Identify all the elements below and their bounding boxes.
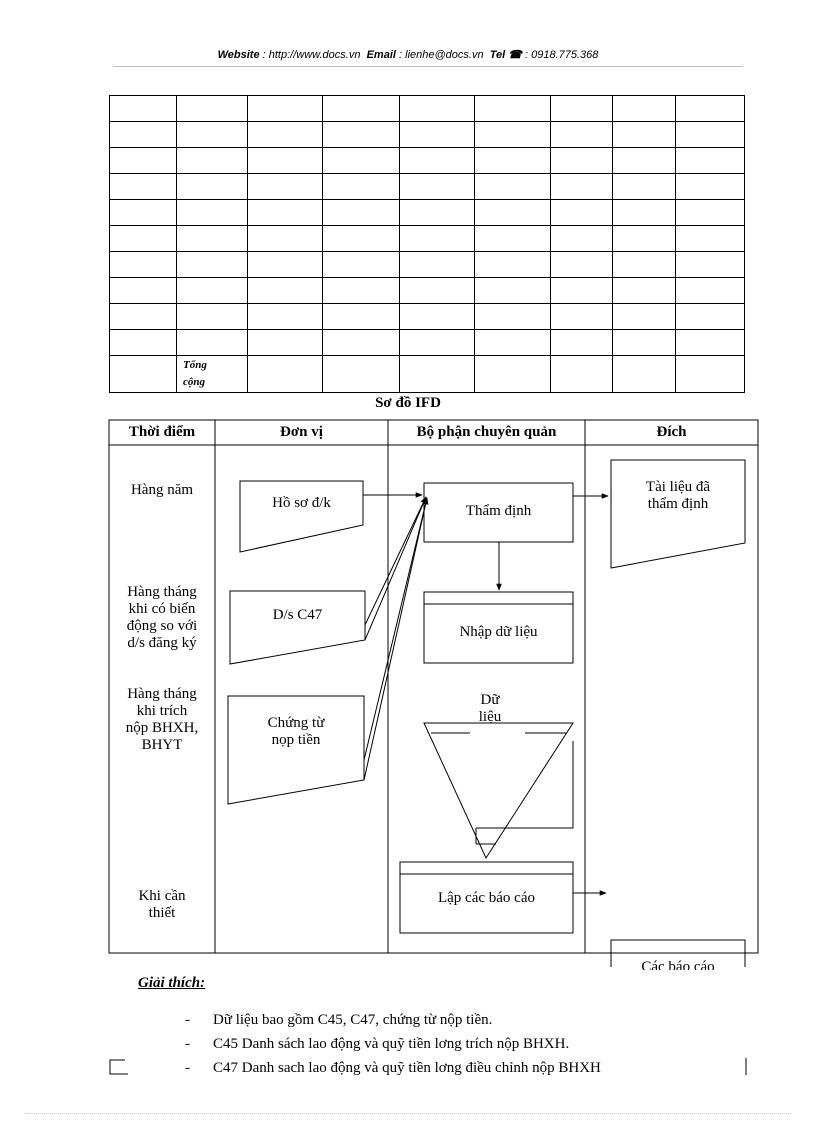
appraise-label: Thẩm định	[465, 503, 532, 519]
total-label: Tổng cộng	[177, 356, 248, 393]
email-value: : lienhe@docs.vn	[399, 49, 484, 61]
time-when-needed: Khi cần thiết	[138, 888, 186, 921]
dest-appraised-shape	[611, 460, 745, 568]
doc-payment-shape	[228, 696, 364, 804]
doc-ds-c47: D/s C47	[272, 607, 323, 623]
website-value: : http://www.docs.vn	[262, 49, 361, 61]
reports-label: Lập các báo cáo	[437, 890, 536, 906]
website-label: Website	[217, 49, 260, 61]
email-label: Email	[366, 49, 396, 61]
data-store-shape	[424, 723, 573, 858]
time-monthly-change: Hàng tháng khi có biến động so với d/s đăng ký	[126, 584, 198, 651]
col-header-department: Bộ phận chuyên quản	[416, 424, 557, 440]
note-item: - Dữ liệu bao gồm C45, C47, chứng từ nộp tiền.	[185, 1012, 493, 1028]
arrow-payment-to-appraise	[364, 498, 427, 780]
dest-appraised: Tài liệu đã thẩm định	[645, 479, 711, 512]
col-header-destination: Đích	[656, 424, 687, 440]
col-header-time: Thời điểm	[128, 424, 196, 440]
tel-label: Tel ☎	[489, 49, 522, 61]
note-dash: -	[185, 1036, 190, 1052]
footer-divider	[25, 1113, 791, 1114]
note-item: - C45 Danh sách lao động và quỹ tiền lơng trích nộp BHXH.	[185, 1036, 570, 1052]
doc-ds-c47-shape	[230, 591, 365, 664]
arrow-ds-c47-to-appraise	[365, 497, 426, 625]
margin-mark	[110, 1060, 128, 1074]
data-store-label: Dữ liệu	[478, 692, 502, 725]
note-dash: -	[185, 1060, 190, 1076]
notes-title: Giải thích:	[138, 975, 206, 991]
note-dash: -	[185, 1012, 190, 1028]
ifd-title: Sơ đồ IFD	[375, 395, 441, 411]
time-yearly: Hàng năm	[130, 482, 194, 498]
doc-payment: Chứng từ nọp tiền	[267, 715, 325, 748]
doc-registration-shape	[240, 481, 363, 552]
data-entry-label: Nhập dữ liệu	[459, 624, 538, 640]
arrow-ds-c47-to-appraise	[365, 497, 426, 640]
dest-reports: Các báo cáo	[641, 959, 715, 970]
arrow-payment-to-appraise	[364, 498, 427, 760]
note-item: - C47 Danh sach lao động và quỹ tiền lơng điều chỉnh nộp BHXH	[185, 1060, 601, 1076]
doc-registration: Hồ sơ đ/k	[272, 495, 331, 511]
time-monthly-payment: Hàng tháng khi trích nộp BHXH, BHYT	[125, 686, 199, 753]
tel-value: : 0918.775.368	[525, 49, 599, 61]
col-header-unit: Đơn vị	[280, 424, 323, 440]
